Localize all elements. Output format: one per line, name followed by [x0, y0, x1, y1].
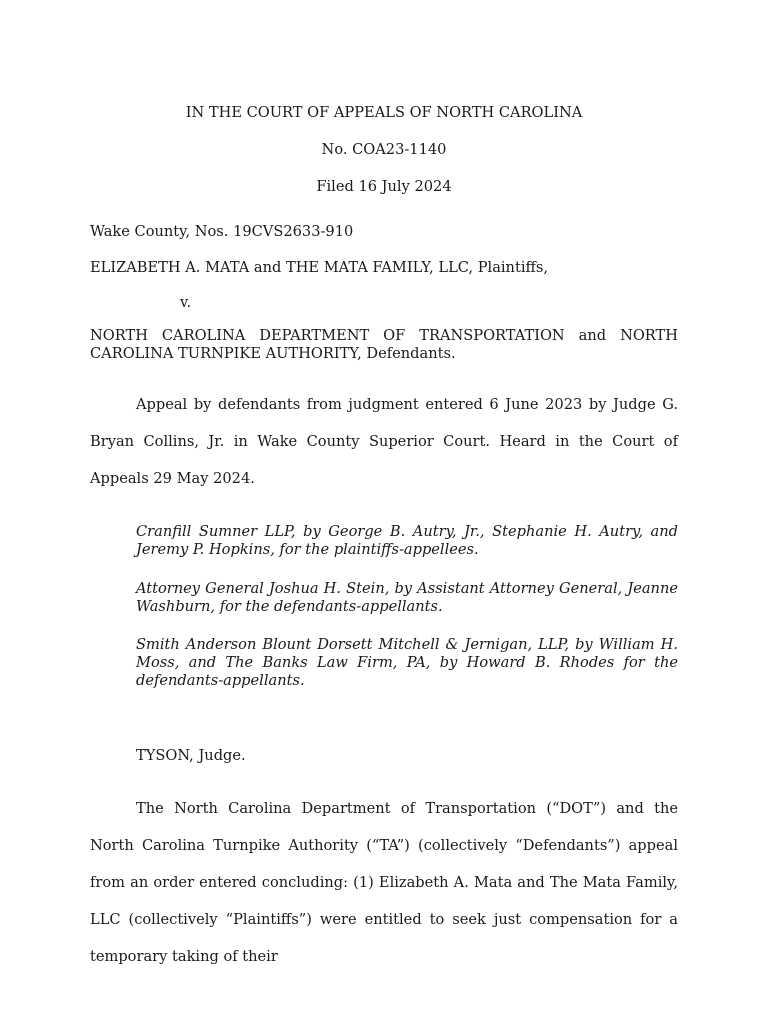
- filed-date: Filed 16 July 2024: [316, 178, 452, 195]
- plaintiffs-caption: ELIZABETH A. MATA and THE MATA FAMILY, LLC, Plaintiffs,: [90, 259, 548, 276]
- counsel-attorney-general: Attorney General Joshua H. Stein, by Assistant Attorney General, Jeanne Washburn, for the defendants-appellants.: [136, 580, 678, 615]
- defendants-caption: NORTH CAROLINA DEPARTMENT OF TRANSPORTATION and NORTH CAROLINA TURNPIKE AUTHORITY, Defendants.: [90, 327, 678, 362]
- case-number: No. COA23-1140: [321, 141, 447, 158]
- court-heading: IN THE COURT OF APPEALS OF NORTH CAROLINA: [185, 104, 583, 121]
- appeal-paragraph: Appeal by defendants from judgment entered 6 June 2023 by Judge G. Bryan Collins, Jr. in Wake County Superior Court. Heard in the Court of Appeals 29 May 2024.: [90, 396, 678, 487]
- counsel-defendants: Smith Anderson Blount Dorsett Mitchell & Jernigan, LLP, by William H. Moss, and The Banks Law Firm, PA, by Howard B. Rhodes for the defendants-appellants.: [136, 636, 678, 689]
- opinion-author: TYSON, Judge.: [136, 747, 246, 764]
- county-case-numbers: Wake County, Nos. 19CVS2633-910: [90, 223, 354, 240]
- counsel-plaintiffs: Cranfill Sumner LLP, by George B. Autry, Jr., Stephanie H. Autry, and Jeremy P. Hopkins, for the plaintiffs-appellees.: [136, 523, 678, 558]
- versus: v.: [180, 294, 192, 311]
- opening-paragraph: The North Carolina Department of Transportation (“DOT”) and the North Carolina Turnpike Authority (“TA”) (collectively “Defendants”) appeal from an order entered concluding: (1) Elizabeth A. Mata and The Mata Family, LLC (collectively “Plaintiffs”) were entitled to seek just compensation for a temporary taking of their: [90, 800, 678, 965]
